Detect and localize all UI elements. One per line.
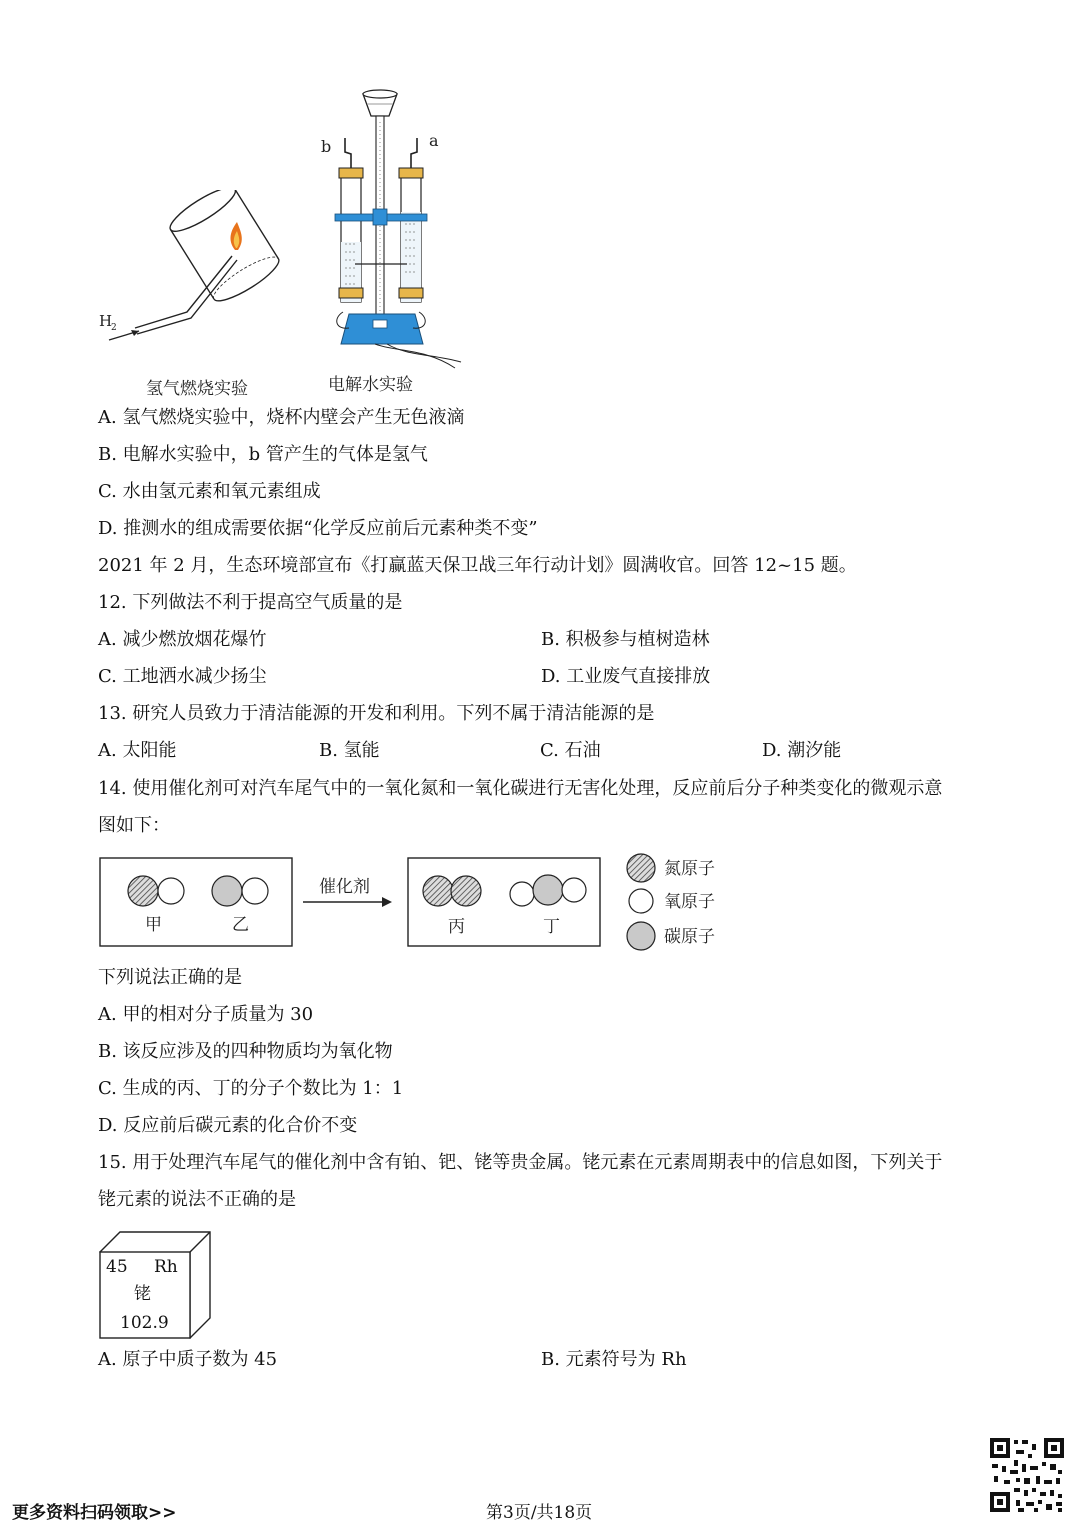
q15-stem-line1: 15. 用于处理汽车尾气的催化剂中含有铂、钯、铑等贵金属。铑元素在元素周期表中的信息如图，下列关于 [98, 1152, 943, 1173]
nitrogen-atom [423, 876, 453, 906]
q13-option-d: D. 潮汐能 [762, 740, 842, 761]
nitrogen-atom [128, 876, 158, 906]
label-bing: 丙 [448, 917, 465, 937]
q14-option-a: A. 甲的相对分子质量为 30 [98, 1004, 314, 1025]
q15-stem-line2: 铑元素的说法不正确的是 [98, 1189, 296, 1210]
footer-more-resources-link[interactable]: 更多资料扫码领取>> [12, 1503, 177, 1523]
carbon-atom [533, 875, 563, 905]
q15-option-b: B. 元素符号为 Rh [541, 1349, 687, 1370]
legend-carbon-icon [627, 922, 655, 950]
q12-stem: 12. 下列做法不利于提高空气质量的是 [98, 592, 403, 613]
q11-option-a: A. 氢气燃烧实验中，烧杯内壁会产生无色液滴 [98, 407, 465, 428]
qr-code-icon[interactable] [988, 1436, 1066, 1514]
h2-subscript: 2 [111, 323, 117, 333]
q14-prompt: 下列说法正确的是 [98, 967, 242, 988]
q12-option-c: C. 工地洒水减少扬尘 [98, 666, 267, 687]
context-paragraph: 2021 年 2 月，生态环境部宣布《打赢蓝天保卫战三年行动计划》圆满收官。回答 12~15 题。 [98, 555, 857, 576]
element-mass: 102.9 [120, 1313, 169, 1333]
oxygen-atom [562, 878, 586, 902]
label-jia: 甲 [145, 915, 162, 935]
label-ding: 丁 [543, 917, 560, 937]
q13-option-c: C. 石油 [540, 740, 601, 761]
legend-oxygen-icon [629, 889, 653, 913]
q13-stem: 13. 研究人员致力于清洁能源的开发和利用。下列不属于清洁能源的是 [98, 703, 655, 724]
q14-option-d: D. 反应前后碳元素的化合价不变 [98, 1115, 358, 1136]
q14-stem-line1: 14. 使用催化剂可对汽车尾气中的一氧化氮和一氧化碳进行无害化处理，反应前后分子种类变化的微观示意 [98, 778, 943, 799]
tube-b-label: b [321, 137, 332, 156]
q11-option-d: D. 推测水的组成需要依据“化学反应前后元素种类不变” [98, 518, 538, 539]
hydrogen-caption: 氢气燃烧实验 [146, 379, 248, 399]
q14-stem-line2: 图如下： [98, 815, 170, 836]
q15-option-a: A. 原子中质子数为 45 [98, 1349, 278, 1370]
element-cell-rhodium [96, 1222, 221, 1340]
reaction-diagram [96, 852, 736, 952]
q12-option-d: D. 工业废气直接排放 [541, 666, 711, 687]
legend-carbon-label: 碳原子 [664, 927, 715, 947]
legend-nitrogen-label: 氮原子 [664, 859, 715, 879]
h2-label: H [99, 312, 113, 330]
hydrogen-combustion-figure [95, 190, 295, 350]
oxygen-atom [158, 878, 184, 904]
catalyst-label: 催化剂 [319, 877, 370, 897]
label-yi: 乙 [232, 915, 249, 935]
element-symbol: Rh [154, 1257, 178, 1277]
reactants-box [100, 858, 292, 946]
oxygen-atom [242, 878, 268, 904]
legend-oxygen-label: 氧原子 [664, 892, 715, 912]
nitrogen-atom [451, 876, 481, 906]
arrow-icon [382, 897, 392, 907]
oxygen-atom [510, 882, 534, 906]
q13-option-b: B. 氢能 [319, 740, 380, 761]
electrolysis-figure [315, 82, 465, 372]
q14-option-c: C. 生成的丙、丁的分子个数比为 1：1 [98, 1078, 404, 1099]
carbon-atom [212, 876, 242, 906]
electrolysis-caption: 电解水实验 [328, 375, 413, 395]
tube-a-label: a [429, 131, 439, 150]
q13-option-a: A. 太阳能 [98, 740, 177, 761]
page-number: 第3页/共18页 [486, 1503, 593, 1523]
legend-nitrogen-icon [627, 854, 655, 882]
element-number: 45 [106, 1257, 128, 1277]
q11-option-b: B. 电解水实验中，b 管产生的气体是氢气 [98, 444, 428, 465]
element-name: 铑 [134, 1284, 151, 1304]
q14-option-b: B. 该反应涉及的四种物质均为氧化物 [98, 1041, 393, 1062]
q12-option-b: B. 积极参与植树造林 [541, 629, 710, 650]
q12-option-a: A. 减少燃放烟花爆竹 [98, 629, 267, 650]
q11-option-c: C. 水由氢元素和氧元素组成 [98, 481, 321, 502]
